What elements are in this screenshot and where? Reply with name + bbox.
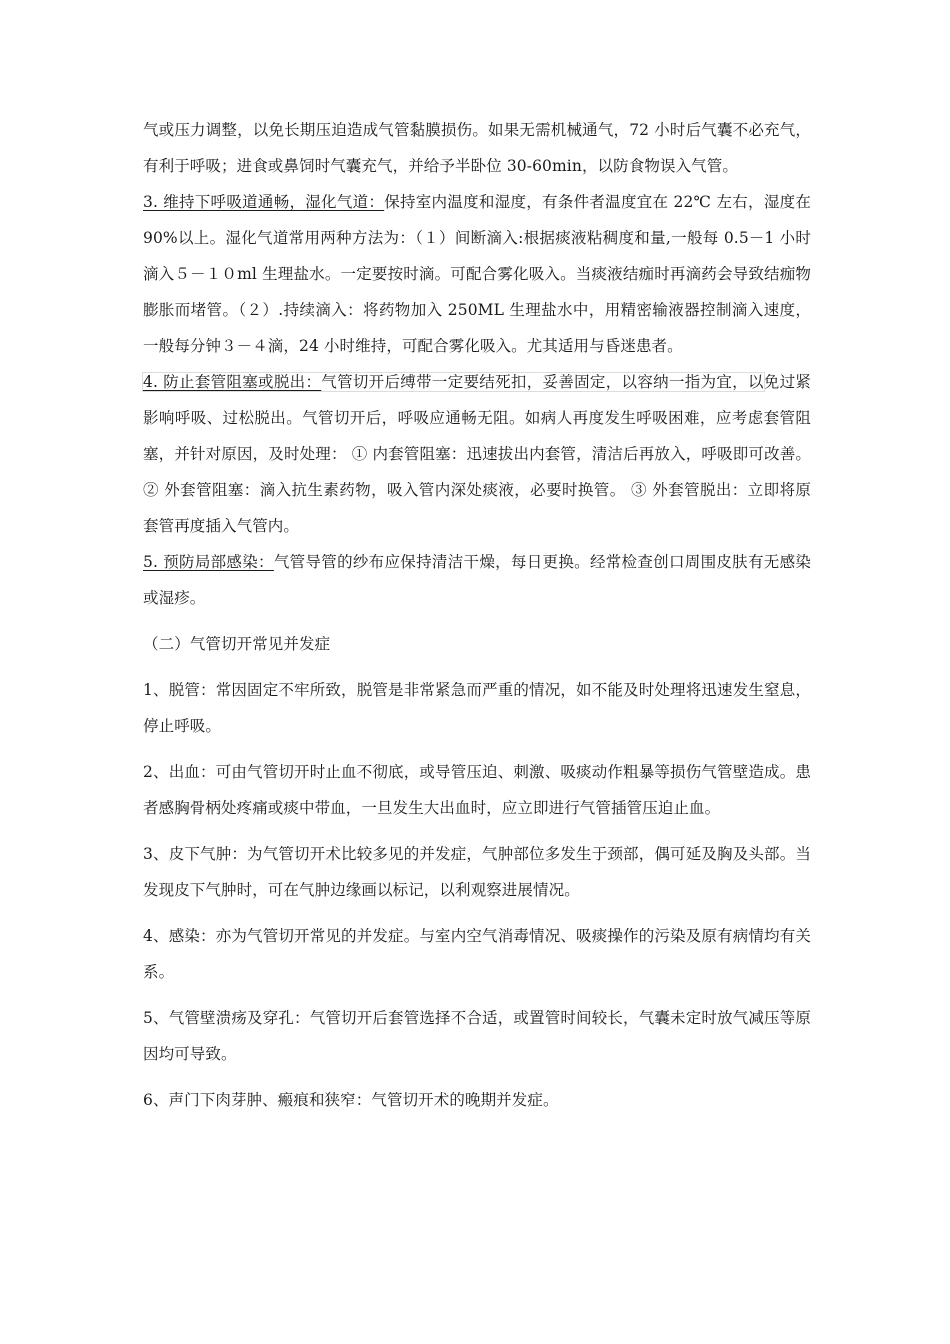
document-body <box>143 112 811 1128</box>
complication-item: 1、脱管：常因固定不牢所致，脱管是非常紧急而严重的情况，如不能及时处理将迅速发生窒息，停止呼吸。 <box>143 681 811 735</box>
tube-obstruction-first-line <box>143 373 764 391</box>
complication-item: 3、皮下气肿：为气管切开术比较多见的并发症，气肿部位多发生于颈部，偶可延及胸及头部。当发现皮下气肿时，可在气肿边缘画以标记，以利观察进展情况。 <box>143 845 811 899</box>
complication-item: 2、出血：可由气管切开时止血不彻底，或导管压迫、刺激、吸痰动作粗暴等损伤气管壁造成。患者感胸骨柄处疼痛或痰中带血，一旦发生大出血时，应立即进行气管插管压迫止血。 <box>143 763 811 817</box>
tube-obstruction-heading: 4. 防止套管阻塞或脱出： <box>143 373 322 391</box>
infection-prevention-heading: 5. 预防局部感染： <box>143 553 274 571</box>
complication-item: 4、感染：亦为气管切开常见的并发症。与室内空气消毒情况、吸痰操作的污染及原有病情均有关系。 <box>143 927 811 981</box>
airway-humidification-heading: 3. 维持下呼吸道通畅，湿化气道： <box>143 193 385 211</box>
airway-humidification-text: 保持室内温度和湿度，有条件者温度宜在 22℃ 左右，湿度在 90%以上。湿化气道常用两种方法为：（１）间断滴入:根据痰液粘稠度和量,一般每 0.5－1 小时滴入５－１０ml 生理盐水。一定要按时滴。可配合雾化吸入。当痰液结痂时再滴药会导致结痂物膨胀而堵管。（２）.持续滴入：将药物加入 250ML 生理盐水中，用精密输液器控制滴入速度，一般每分钟３－４滴，24 小时维持，可配合雾化吸入。尤其适用与昏迷患者。 <box>143 193 811 355</box>
tube-obstruction-paragraph <box>143 364 811 544</box>
complication-item: 5、气管壁溃疡及穿孔：气管切开后套管选择不合适，或置管时间较长，气囊未定时放气减压等原因均可导致。 <box>143 1009 811 1063</box>
tube-obstruction-text: 免过紧影响呼吸、过松脱出。气管切开后，呼吸应通畅无阻。如病人再度发生呼吸困难，应考虑套管阻塞，并针对原因，及时处理： ① 内套管阻塞：迅速拔出内套管，清洁后再放入，呼吸即可改善。 ② 外套管阻塞：滴入抗生素药物，吸入管内深处痰液，必要时换管。 ③ 外套管脱出：立即将原套管再度插入气管内。 <box>143 373 811 535</box>
complication-item: 6、声门下肉芽肿、瘢痕和狭窄：气管切开术的晚期并发症。 <box>143 1091 559 1109</box>
infection-prevention-paragraph <box>143 544 811 616</box>
cuff-care-paragraph: 气或压力调整，以免长期压迫造成气管黏膜损伤。如果无需机械通气，72 小时后气囊不必充气，有利于呼吸；进食或鼻饲时气囊充气，并给予半卧位 30-60min，以防食物误入气管。 <box>143 121 811 175</box>
tube-obstruction-text-line1: 气管切开后缚带一定要结死扣，妥善固定，以容纳一指为宜，以 <box>321 373 764 391</box>
complications-section-title: （二）气管切开常见并发症 <box>143 635 331 653</box>
airway-humidification-paragraph <box>143 184 811 364</box>
infection-prevention-text: 气管导管的纱布应保持清洁干燥，每日更换。经常检查创口周围皮肤有无感染或湿疹。 <box>143 553 812 607</box>
